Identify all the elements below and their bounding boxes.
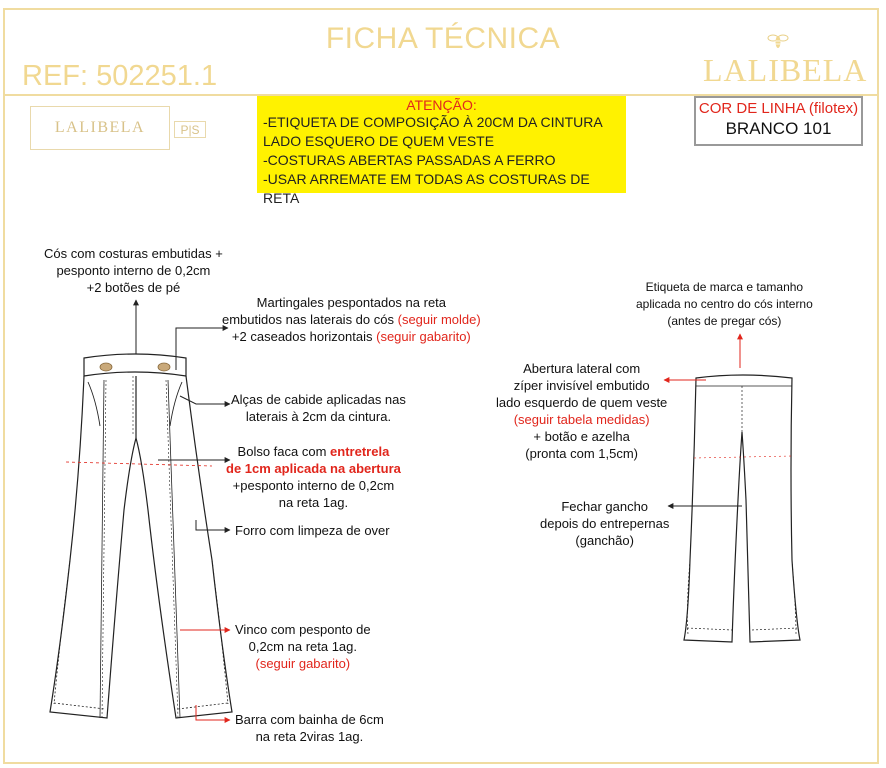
note-line: lado esquerdo de quem veste [496, 395, 668, 410]
note-line: Bolso faca com [237, 444, 331, 459]
note-line: pesponto interno de 0,2cm [56, 263, 211, 278]
note-line: Forro com limpeza de over [235, 523, 390, 538]
note-line: +pesponto interno de 0,2cm [232, 478, 395, 493]
note-pocket [226, 443, 401, 511]
note-red-text: entretrela [330, 444, 390, 459]
note-red-text: (seguir molde) [397, 312, 481, 327]
note-line: (ganchão) [575, 533, 634, 548]
front-button-icon [158, 363, 170, 371]
note-zipper [496, 360, 667, 462]
note-line: Martingales pespontados na reta [256, 295, 447, 310]
note-line: laterais à 2cm da cintura. [245, 409, 392, 424]
page-title: FICHA TÉCNICA [325, 22, 561, 55]
note-line: aplicada no centro do cós interno [636, 297, 813, 311]
note-line: Abertura lateral com [523, 361, 641, 376]
note-line: depois do entrepernas [540, 516, 670, 531]
note-brand-label [636, 279, 813, 330]
attention-line: LADO ESQUERO DE QUEM VESTE [263, 133, 495, 149]
front-waistband [84, 354, 186, 376]
reference-code: REF: 502251.1 [22, 60, 218, 92]
note-red-text: (seguir gabarito) [255, 656, 351, 671]
back-pants-drawing [684, 375, 800, 642]
note-line: Fechar gancho [561, 499, 649, 514]
note-line: Alças de cabide aplicadas nas [231, 392, 406, 407]
note-line: zíper invisível embutido [513, 378, 650, 393]
thread-color-value: BRANCO 101 [725, 119, 832, 138]
note-waistband [44, 245, 223, 296]
brand-logo: LALIBELA [703, 52, 868, 88]
note-line: na reta 2viras 1ag. [255, 729, 364, 744]
note-crease [235, 621, 371, 672]
note-line: Etiqueta de marca e tamanho [645, 280, 804, 294]
note-line: na reta 1ag. [278, 495, 349, 510]
brand-label-preview: LALIBELA [30, 106, 170, 150]
note-line: (antes de pregar cós) [667, 314, 782, 328]
note-red-text: de 1cm aplicada na abertura [226, 461, 401, 476]
note-hem [235, 711, 384, 745]
note-red-text: (seguir tabela medidas) [513, 412, 650, 427]
note-line: embutidos nas laterais do cós [222, 312, 398, 327]
back-annotation-arrows [664, 334, 742, 506]
note-hanger-loops [231, 391, 406, 425]
note-red-text: (seguir gabarito) [376, 329, 471, 344]
note-martingale [222, 294, 481, 345]
attention-line: -USAR ARREMATE EM TODAS AS COSTURAS DE RETA [263, 171, 590, 206]
note-line: Vinco com pesponto de [235, 622, 371, 637]
front-pants-drawing [50, 354, 232, 718]
front-button-icon [100, 363, 112, 371]
note-line: + botão e azelha [533, 429, 630, 444]
thread-color-label: COR DE LINHA (filotex) [698, 100, 859, 117]
attention-line: -COSTURAS ABERTAS PASSADAS A FERRO [263, 152, 556, 168]
note-line: +2 caseados horizontais [231, 329, 377, 344]
note-crotch-seam [540, 498, 669, 549]
note-lining [235, 522, 390, 539]
note-line: +2 botões de pé [86, 280, 181, 295]
note-line: (pronta com 1,5cm) [525, 446, 638, 461]
note-line: Barra com bainha de 6cm [235, 712, 384, 727]
front-pants-outline [50, 376, 232, 718]
note-line: Cós com costuras embutidas + [44, 246, 223, 261]
attention-heading: ATENÇÃO: [406, 97, 477, 113]
size-label-preview: P|S [174, 121, 206, 138]
note-line: 0,2cm na reta 1ag. [248, 639, 358, 654]
attention-line: -ETIQUETA DE COMPOSIÇÃO À 20CM DA CINTURA [263, 114, 603, 130]
